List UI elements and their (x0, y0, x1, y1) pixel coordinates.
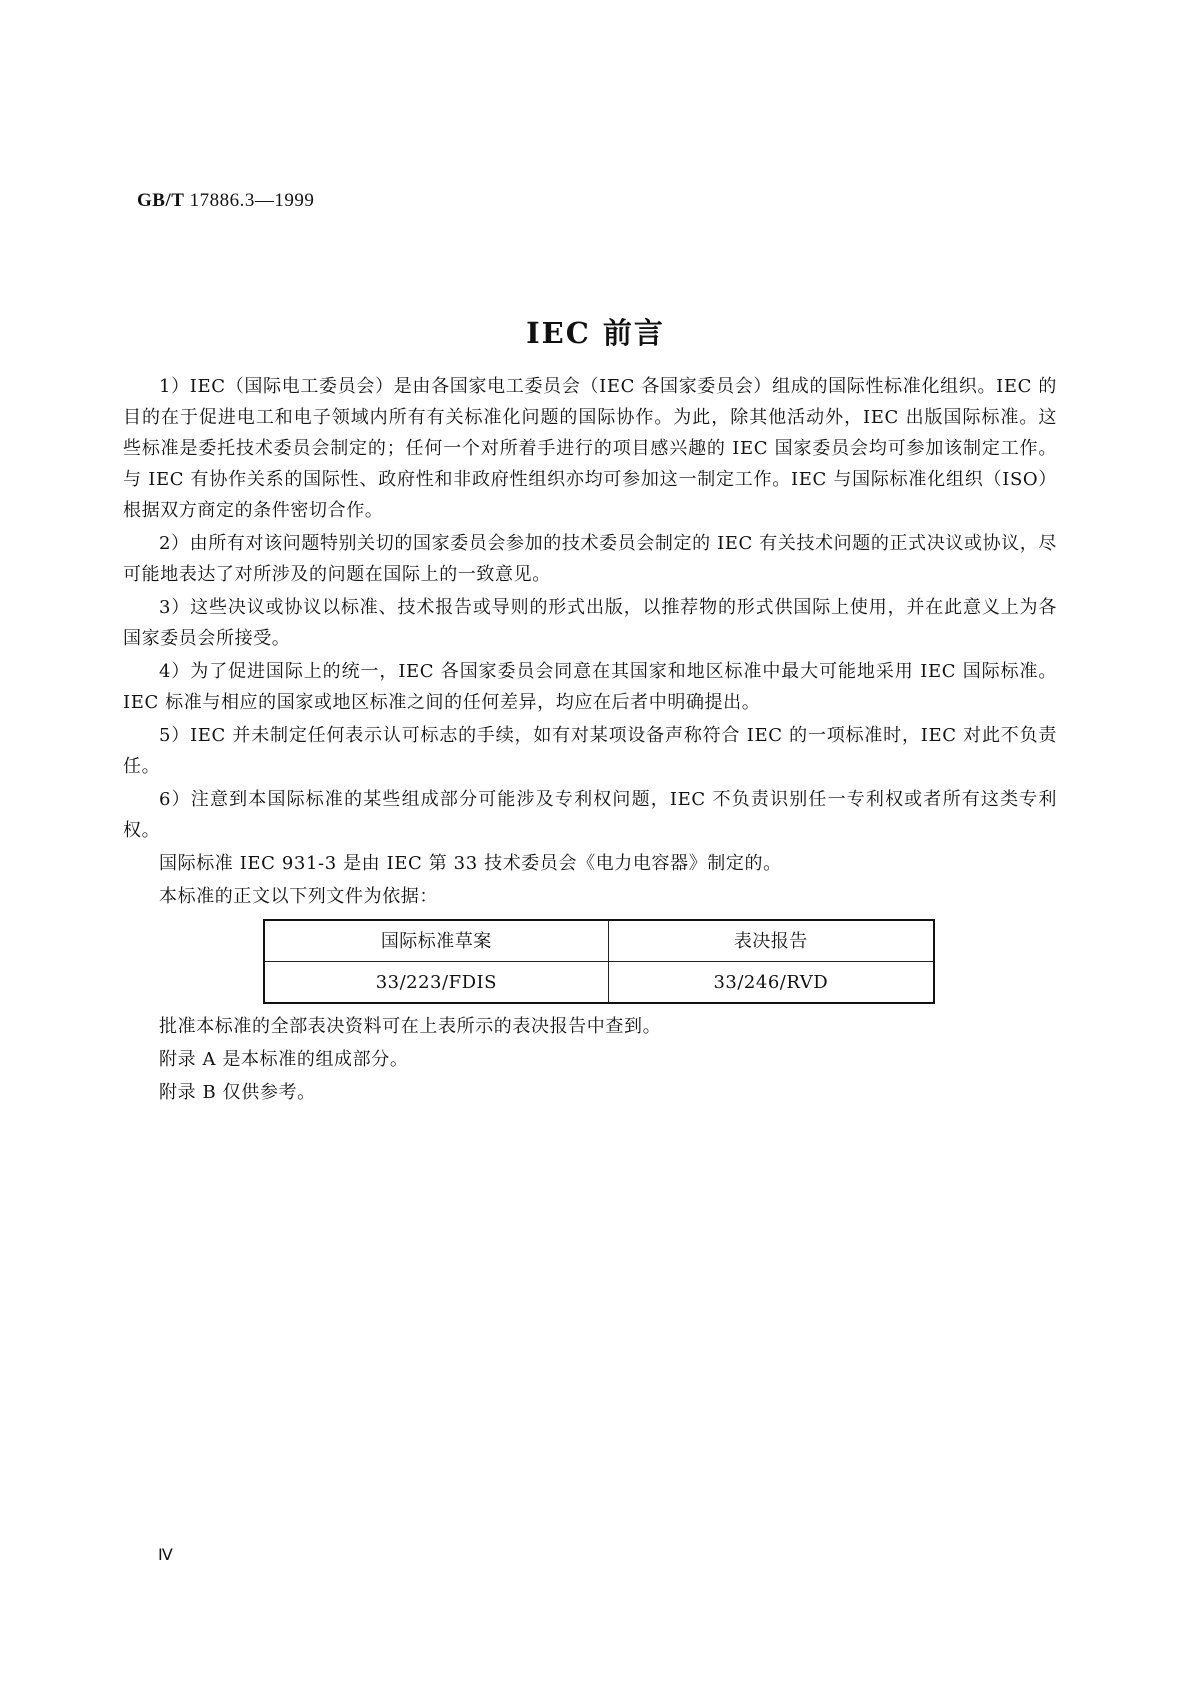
table-row (264, 962, 934, 1004)
standard-header (137, 190, 314, 212)
table-header-fdis: 国际标准草案 (264, 920, 608, 962)
standard-number: 17886.3—1999 (189, 190, 315, 211)
table-cell-fdis: 33/223/FDIS (264, 962, 608, 1004)
paragraph-5: 5）IEC 并未制定任何表示认可标志的手续，如有对某项设备声称符合 IEC 的一项标准时，IEC 对此不负责任。 (123, 725, 1057, 777)
table-cell-rvd: 33/246/RVD (608, 962, 934, 1004)
table-header-rvd: 表决报告 (608, 920, 934, 962)
paragraph-iec-931-3: 国际标准 IEC 931-3 是由 IEC 第 33 技术委员会《电力电容器》制定的。 (159, 853, 782, 874)
paragraph-3: 3）这些决议或协议以标准、技术报告或导则的形式出版，以推荐物的形式供国际上使用，并在此意义上为各国家委员会所接受。 (123, 597, 1057, 649)
paragraph-6: 6）注意到本国际标准的某些组成部分可能涉及专利权问题，IEC 不负责识别任一专利权或者所有这类专利权。 (123, 789, 1057, 841)
page-title: IEC 前言 (526, 316, 665, 350)
table-header-row (264, 920, 934, 962)
paragraph-2: 2）由所有对该问题特别关切的国家委员会参加的技术委员会制定的 IEC 有关技术问题的正式决议或协议，尽可能地表达了对所涉及的问题在国际上的一致意见。 (123, 533, 1057, 585)
paragraph-annex-a: 附录 A 是本标准的组成部分。 (159, 1049, 409, 1070)
paragraph-basis: 本标准的正文以下列文件为依据： (159, 886, 438, 907)
paragraph-1: 1）IEC（国际电工委员会）是由各国家电工委员会（IEC 各国家委员会）组成的国际性标准化组织。IEC 的目的在于促进电工和电子领域内所有有关标准化问题的国际协作。为此，除其他活动外，IEC 出版国际标准。这些标准是委托技术委员会制定的；任何一个对所着手进行的项目感兴趣的 IEC 国家委员会均可参加该制定工作。与 IEC 有协作关系的国际性、政府性和非政府性组织亦均可参加这一制定工作。IEC 与国际标准化组织（ISO）根据双方商定的条件密切合作。 (123, 376, 1057, 521)
basis-documents-table (263, 919, 935, 1004)
paragraph-4: 4）为了促进国际上的统一，IEC 各国家委员会同意在其国家和地区标准中最大可能地采用 IEC 国际标准。IEC 标准与相应的国家或地区标准之间的任何差异，均应在后者中明确提出。 (123, 661, 1057, 713)
document-body (123, 371, 1057, 1110)
paragraph-voting: 批准本标准的全部表决资料可在上表所示的表决报告中查到。 (159, 1016, 662, 1037)
page-number: Ⅳ (158, 1547, 173, 1564)
standard-prefix: GB/T (137, 190, 185, 211)
paragraph-annex-b: 附录 B 仅供参考。 (159, 1082, 316, 1103)
